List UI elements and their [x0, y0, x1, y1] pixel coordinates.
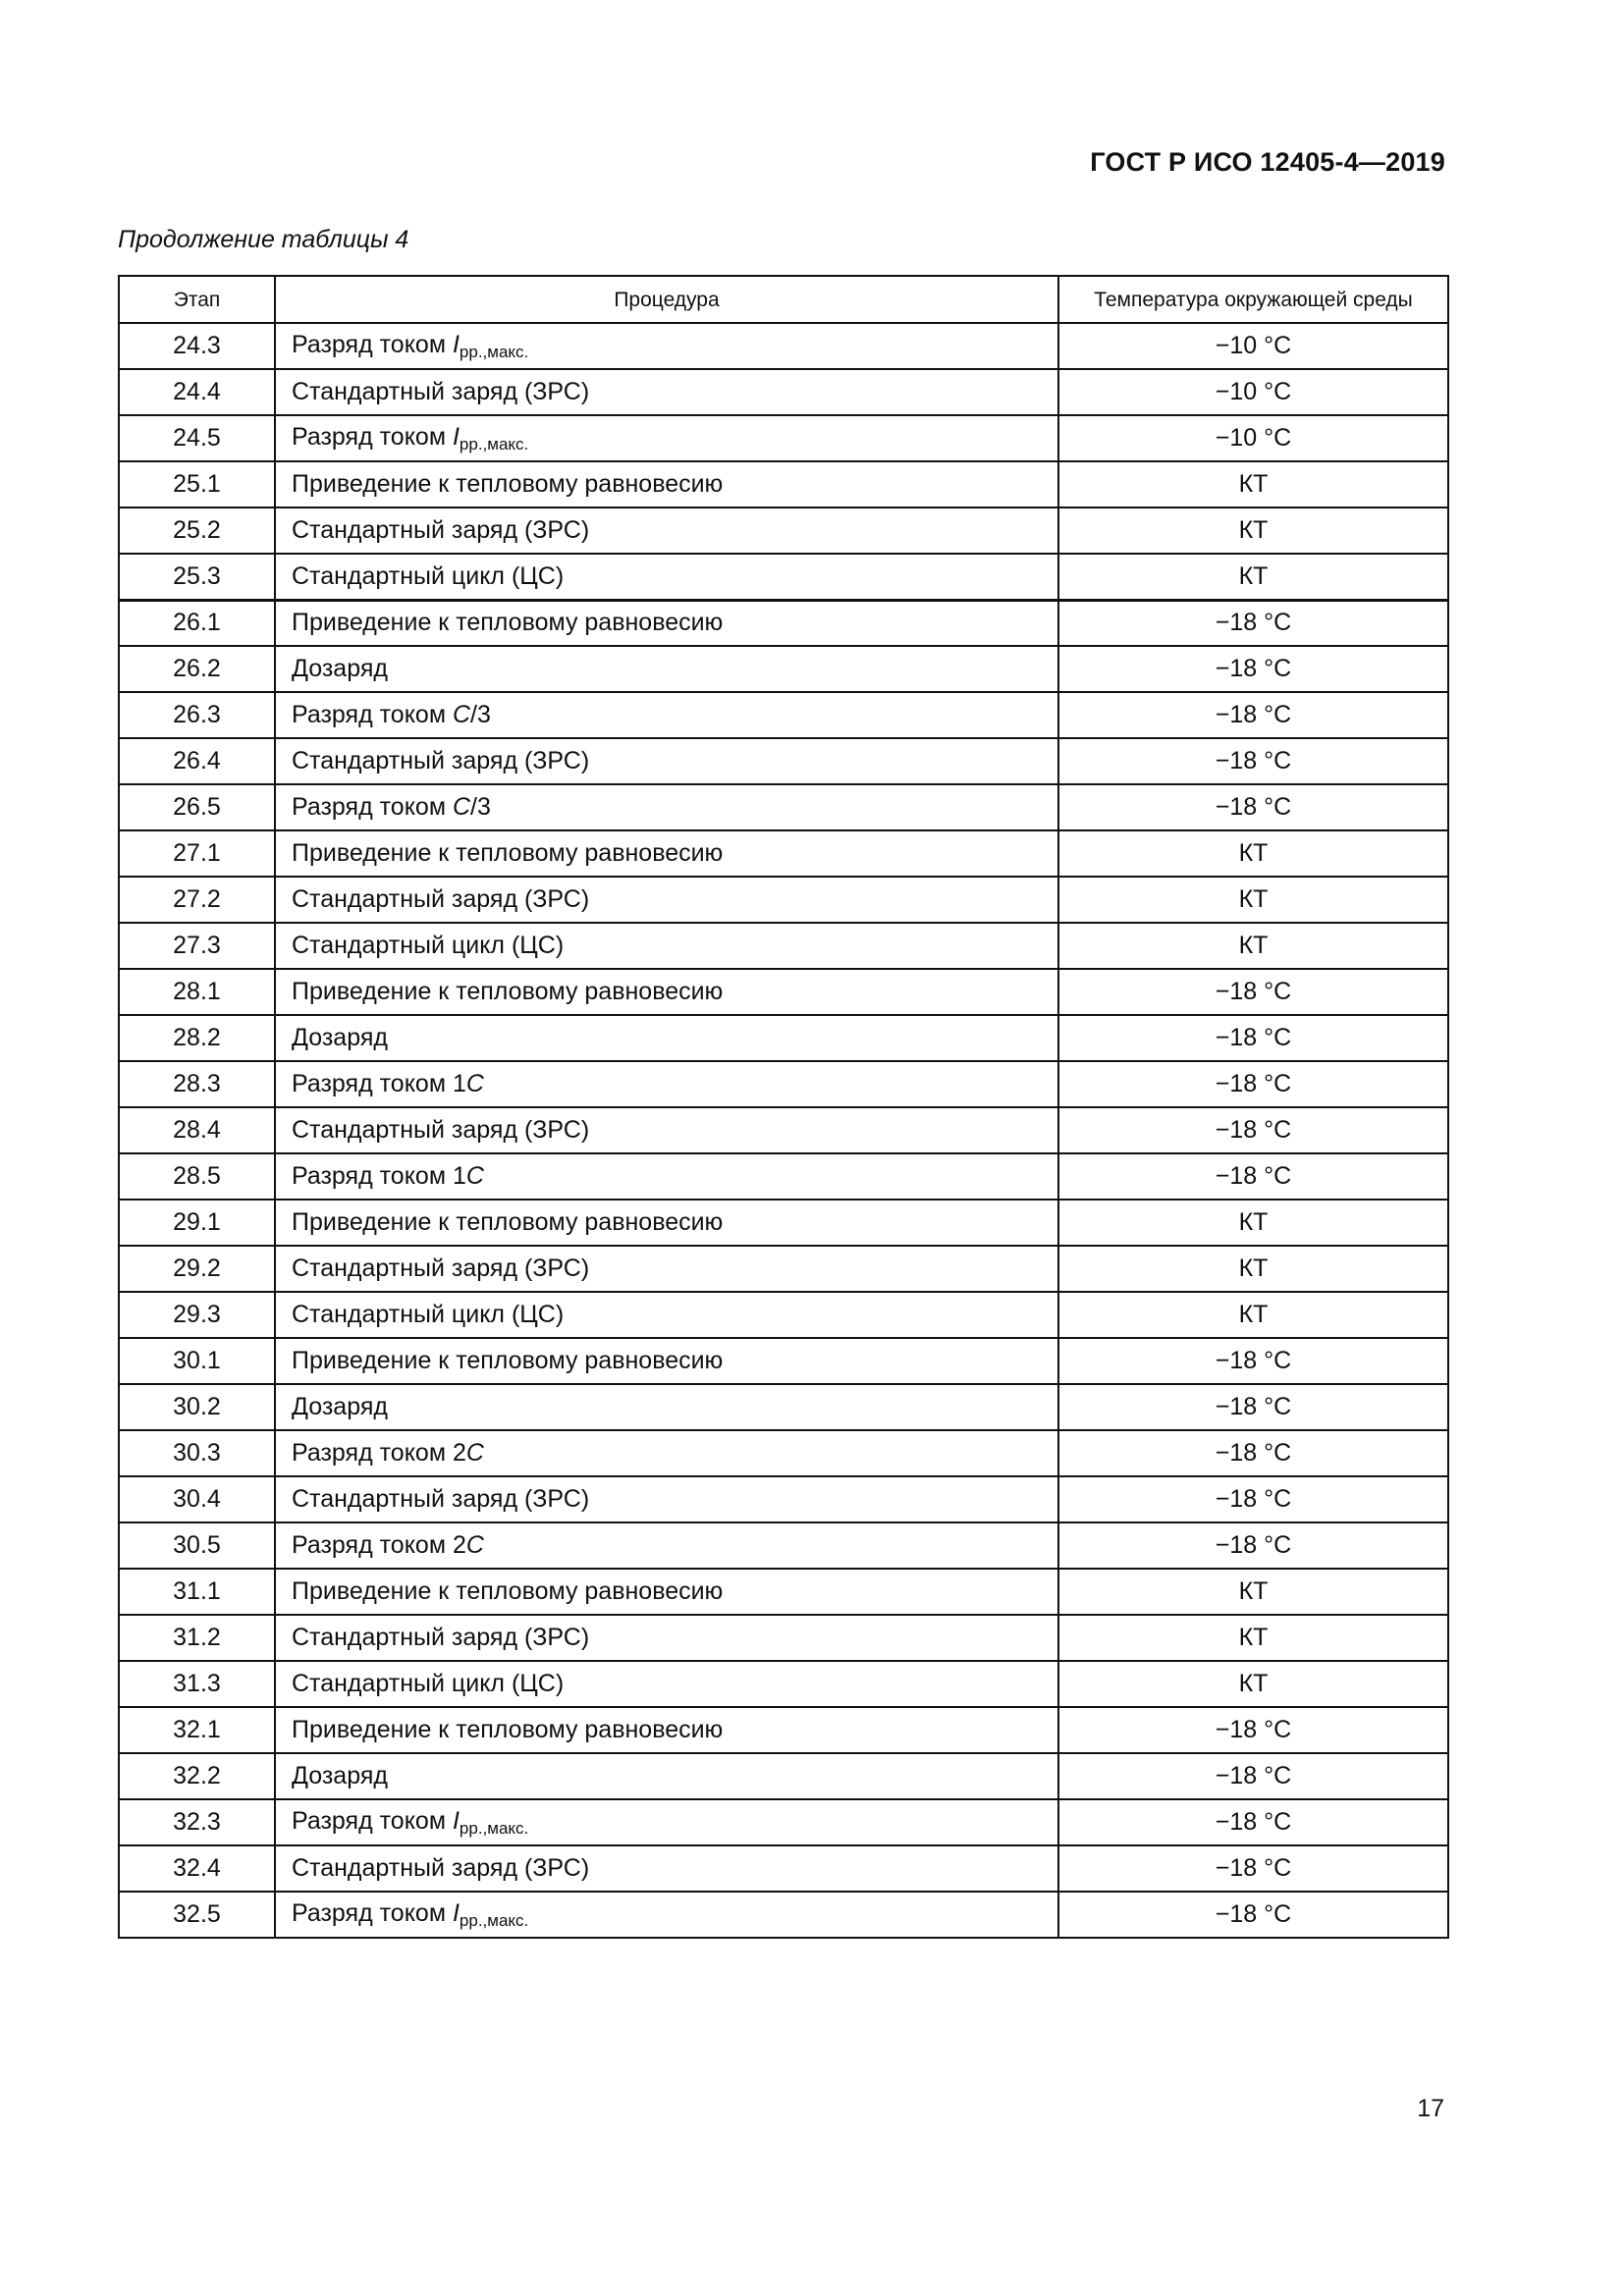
cell-procedure	[275, 1661, 1058, 1707]
cell-procedure	[275, 923, 1058, 969]
document-id-header: ГОСТ Р ИСО 12405-4—2019	[1090, 147, 1445, 177]
cell-step: 25.1	[119, 461, 275, 507]
cell-step: 26.3	[119, 692, 275, 738]
table-row	[119, 415, 1448, 461]
cell-temperature: −18 °С	[1058, 784, 1448, 830]
procedure-text: Дозаряд	[292, 1024, 388, 1051]
table-row	[119, 1522, 1448, 1569]
cell-step: 30.3	[119, 1430, 275, 1476]
cell-procedure	[275, 1569, 1058, 1615]
cell-step: 28.2	[119, 1015, 275, 1061]
table-row	[119, 554, 1448, 600]
cell-procedure	[275, 784, 1058, 830]
cell-procedure	[275, 1292, 1058, 1338]
cell-step: 26.4	[119, 738, 275, 784]
cell-step: 29.2	[119, 1246, 275, 1292]
cell-step: 26.2	[119, 646, 275, 692]
table-row	[119, 692, 1448, 738]
cell-temperature: −18 °С	[1058, 692, 1448, 738]
table-row	[119, 461, 1448, 507]
table-header-row	[119, 276, 1448, 323]
cell-temperature: −18 °С	[1058, 1476, 1448, 1522]
procedure-symbol: C	[452, 793, 471, 821]
procedure-symbol: C	[465, 1439, 484, 1467]
cell-step: 24.5	[119, 415, 275, 461]
cell-procedure	[275, 1015, 1058, 1061]
procedure-text: Приведение к тепловому равновесию	[292, 470, 724, 498]
cell-temperature: −18 °С	[1058, 646, 1448, 692]
procedure-text: Стандартный заряд (ЗРС)	[292, 1854, 590, 1882]
cell-temperature: −10 °С	[1058, 323, 1448, 369]
table-row	[119, 1476, 1448, 1522]
procedure-text: Дозаряд	[292, 1393, 388, 1420]
cell-step: 30.5	[119, 1522, 275, 1569]
cell-step: 32.5	[119, 1892, 275, 1938]
cell-procedure	[275, 738, 1058, 784]
cell-temperature: −18 °С	[1058, 600, 1448, 646]
cell-step: 30.2	[119, 1384, 275, 1430]
table-row	[119, 1384, 1448, 1430]
procedure-suffix: /3	[470, 793, 491, 821]
table-row	[119, 969, 1448, 1015]
procedure-text: Дозаряд	[292, 655, 388, 682]
cell-temperature: −18 °С	[1058, 1384, 1448, 1430]
procedure-text: Разряд током	[292, 701, 453, 728]
table-row	[119, 830, 1448, 877]
cell-temperature: КТ	[1058, 507, 1448, 554]
procedure-text: Стандартный цикл (ЦС)	[292, 1301, 565, 1328]
cell-temperature: −18 °С	[1058, 1753, 1448, 1799]
cell-procedure	[275, 1615, 1058, 1661]
table-row	[119, 1845, 1448, 1892]
procedure-text: Приведение к тепловому равновесию	[292, 1347, 724, 1374]
table-row	[119, 1061, 1448, 1107]
cell-procedure	[275, 1476, 1058, 1522]
cell-temperature: −18 °С	[1058, 969, 1448, 1015]
cell-procedure	[275, 1384, 1058, 1430]
procedure-text: Приведение к тепловому равновесию	[292, 1577, 724, 1605]
cell-step: 28.5	[119, 1153, 275, 1200]
cell-step: 31.3	[119, 1661, 275, 1707]
table-row	[119, 738, 1448, 784]
table-row	[119, 1892, 1448, 1938]
table-row	[119, 1799, 1448, 1845]
cell-temperature: КТ	[1058, 1661, 1448, 1707]
procedure-text: Стандартный цикл (ЦС)	[292, 561, 565, 590]
table-row	[119, 323, 1448, 369]
procedure-suffix: /3	[470, 701, 491, 728]
cell-step: 29.1	[119, 1200, 275, 1246]
cell-step: 24.4	[119, 369, 275, 415]
procedure-subscript: рр.,макс.	[459, 1818, 529, 1838]
procedure-text: Разряд током	[292, 793, 453, 821]
cell-step: 27.3	[119, 923, 275, 969]
procedure-text: Приведение к тепловому равновесию	[292, 978, 724, 1005]
table-row	[119, 1707, 1448, 1753]
procedure-text: Разряд током	[292, 1898, 453, 1927]
procedure-text: Стандартный заряд (ЗРС)	[292, 885, 590, 913]
cell-temperature: −18 °С	[1058, 1015, 1448, 1061]
table-row	[119, 1661, 1448, 1707]
cell-step: 31.2	[119, 1615, 275, 1661]
cell-procedure	[275, 1107, 1058, 1153]
cell-step: 32.1	[119, 1707, 275, 1753]
procedure-symbol: I	[452, 1898, 460, 1927]
cell-temperature: −18 °С	[1058, 1153, 1448, 1200]
cell-procedure	[275, 1338, 1058, 1384]
procedure-text: Разряд током 2	[292, 1439, 466, 1467]
procedure-subscript: рр.,макс.	[459, 1910, 529, 1930]
cell-temperature: −18 °С	[1058, 1061, 1448, 1107]
table-row	[119, 600, 1448, 646]
table-row	[119, 784, 1448, 830]
cell-temperature: −18 °С	[1058, 1892, 1448, 1938]
table-row	[119, 1246, 1448, 1292]
cell-procedure	[275, 1753, 1058, 1799]
cell-step: 26.5	[119, 784, 275, 830]
cell-temperature: −18 °С	[1058, 1522, 1448, 1569]
cell-step: 25.2	[119, 507, 275, 554]
cell-temperature: КТ	[1058, 1615, 1448, 1661]
cell-procedure	[275, 1522, 1058, 1569]
cell-procedure	[275, 323, 1058, 369]
procedure-subscript: рр.,макс.	[459, 342, 529, 361]
procedure-symbol: I	[452, 1806, 460, 1835]
cell-temperature: −10 °С	[1058, 415, 1448, 461]
cell-temperature: −18 °С	[1058, 1799, 1448, 1845]
cell-step: 29.3	[119, 1292, 275, 1338]
cell-temperature: −18 °С	[1058, 1707, 1448, 1753]
procedure-symbol: C	[465, 1531, 484, 1559]
cell-procedure	[275, 507, 1058, 554]
procedure-text: Приведение к тепловому равновесию	[292, 839, 724, 867]
procedure-text: Дозаряд	[292, 1762, 388, 1789]
cell-temperature: КТ	[1058, 1246, 1448, 1292]
cell-procedure	[275, 877, 1058, 923]
procedure-symbol: I	[452, 330, 460, 358]
cell-step: 32.2	[119, 1753, 275, 1799]
cell-procedure	[275, 415, 1058, 461]
procedure-text: Разряд током 2	[292, 1531, 466, 1559]
cell-temperature: −18 °С	[1058, 1430, 1448, 1476]
cell-step: 24.3	[119, 323, 275, 369]
table-row	[119, 1292, 1448, 1338]
cell-step: 27.2	[119, 877, 275, 923]
cell-temperature: КТ	[1058, 1292, 1448, 1338]
cell-temperature: −18 °С	[1058, 1338, 1448, 1384]
procedure-text: Стандартный заряд (ЗРС)	[292, 1116, 590, 1144]
cell-temperature: КТ	[1058, 923, 1448, 969]
procedure-text: Стандартный заряд (ЗРС)	[292, 1255, 590, 1282]
table-row	[119, 369, 1448, 415]
procedure-text: Разряд током 1	[292, 1070, 466, 1097]
table-row	[119, 1753, 1448, 1799]
procedure-text: Разряд током 1	[292, 1162, 466, 1190]
cell-temperature: КТ	[1058, 554, 1448, 600]
cell-temperature: КТ	[1058, 1200, 1448, 1246]
cell-temperature: КТ	[1058, 830, 1448, 877]
table-row	[119, 507, 1448, 554]
table-row	[119, 1015, 1448, 1061]
cell-procedure	[275, 600, 1058, 646]
procedure-text: Приведение к тепловому равновесию	[292, 1208, 724, 1236]
column-header-temperature: Температура окружающей среды	[1058, 276, 1448, 323]
cell-temperature: КТ	[1058, 877, 1448, 923]
cell-step: 30.1	[119, 1338, 275, 1384]
procedure-text: Разряд током	[292, 1806, 453, 1835]
table-caption: Продолжение таблицы 4	[118, 226, 409, 253]
procedure-text: Стандартный заряд (ЗРС)	[292, 747, 590, 774]
table-row	[119, 923, 1448, 969]
cell-step: 27.1	[119, 830, 275, 877]
procedure-text: Приведение к тепловому равновесию	[292, 1716, 724, 1743]
cell-procedure	[275, 1845, 1058, 1892]
table-row	[119, 1615, 1448, 1661]
table-body	[119, 323, 1448, 1938]
cell-procedure	[275, 1153, 1058, 1200]
cell-temperature: −18 °С	[1058, 1107, 1448, 1153]
cell-procedure	[275, 830, 1058, 877]
cell-step: 28.3	[119, 1061, 275, 1107]
cell-procedure	[275, 1892, 1058, 1938]
cell-temperature: −18 °С	[1058, 1845, 1448, 1892]
cell-temperature: КТ	[1058, 461, 1448, 507]
procedure-subscript: рр.,макс.	[459, 434, 529, 454]
cell-step: 32.3	[119, 1799, 275, 1845]
table-header	[119, 276, 1448, 323]
column-header-step: Этап	[119, 276, 275, 323]
cell-procedure	[275, 692, 1058, 738]
table-row	[119, 877, 1448, 923]
page-number: 17	[1417, 2095, 1444, 2122]
procedure-table	[118, 275, 1449, 1939]
procedure-symbol: C	[465, 1070, 484, 1097]
column-header-procedure: Процедура	[275, 276, 1058, 323]
table-row	[119, 646, 1448, 692]
table-row	[119, 1338, 1448, 1384]
procedure-text: Стандартный цикл (ЦС)	[292, 1670, 565, 1697]
cell-procedure	[275, 646, 1058, 692]
procedure-text: Стандартный заряд (ЗРС)	[292, 378, 590, 405]
cell-step: 28.1	[119, 969, 275, 1015]
procedure-text: Стандартный цикл (ЦС)	[292, 932, 565, 959]
cell-step: 32.4	[119, 1845, 275, 1892]
cell-step: 26.1	[119, 600, 275, 646]
cell-procedure	[275, 369, 1058, 415]
procedure-text: Приведение к тепловому равновесию	[292, 609, 724, 637]
table-row	[119, 1200, 1448, 1246]
cell-temperature: −18 °С	[1058, 738, 1448, 784]
cell-procedure	[275, 1246, 1058, 1292]
cell-temperature: −10 °С	[1058, 369, 1448, 415]
procedure-text: Стандартный заряд (ЗРС)	[292, 1624, 590, 1651]
cell-procedure	[275, 969, 1058, 1015]
cell-step: 25.3	[119, 554, 275, 600]
table-row	[119, 1153, 1448, 1200]
procedure-symbol: C	[452, 701, 471, 728]
procedure-text: Разряд током	[292, 330, 453, 358]
cell-procedure	[275, 1430, 1058, 1476]
table-row	[119, 1569, 1448, 1615]
cell-procedure	[275, 554, 1058, 600]
cell-step: 28.4	[119, 1107, 275, 1153]
procedure-text: Разряд током	[292, 422, 453, 451]
table-row	[119, 1107, 1448, 1153]
cell-procedure	[275, 1061, 1058, 1107]
cell-procedure	[275, 1200, 1058, 1246]
procedure-text: Стандартный заряд (ЗРС)	[292, 516, 590, 544]
cell-procedure	[275, 1707, 1058, 1753]
procedure-text: Стандартный заряд (ЗРС)	[292, 1485, 590, 1513]
cell-procedure	[275, 1799, 1058, 1845]
cell-step: 31.1	[119, 1569, 275, 1615]
cell-procedure	[275, 461, 1058, 507]
table-row	[119, 1430, 1448, 1476]
procedure-symbol: I	[452, 422, 460, 451]
cell-step: 30.4	[119, 1476, 275, 1522]
procedure-symbol: C	[465, 1162, 484, 1190]
cell-temperature: КТ	[1058, 1569, 1448, 1615]
